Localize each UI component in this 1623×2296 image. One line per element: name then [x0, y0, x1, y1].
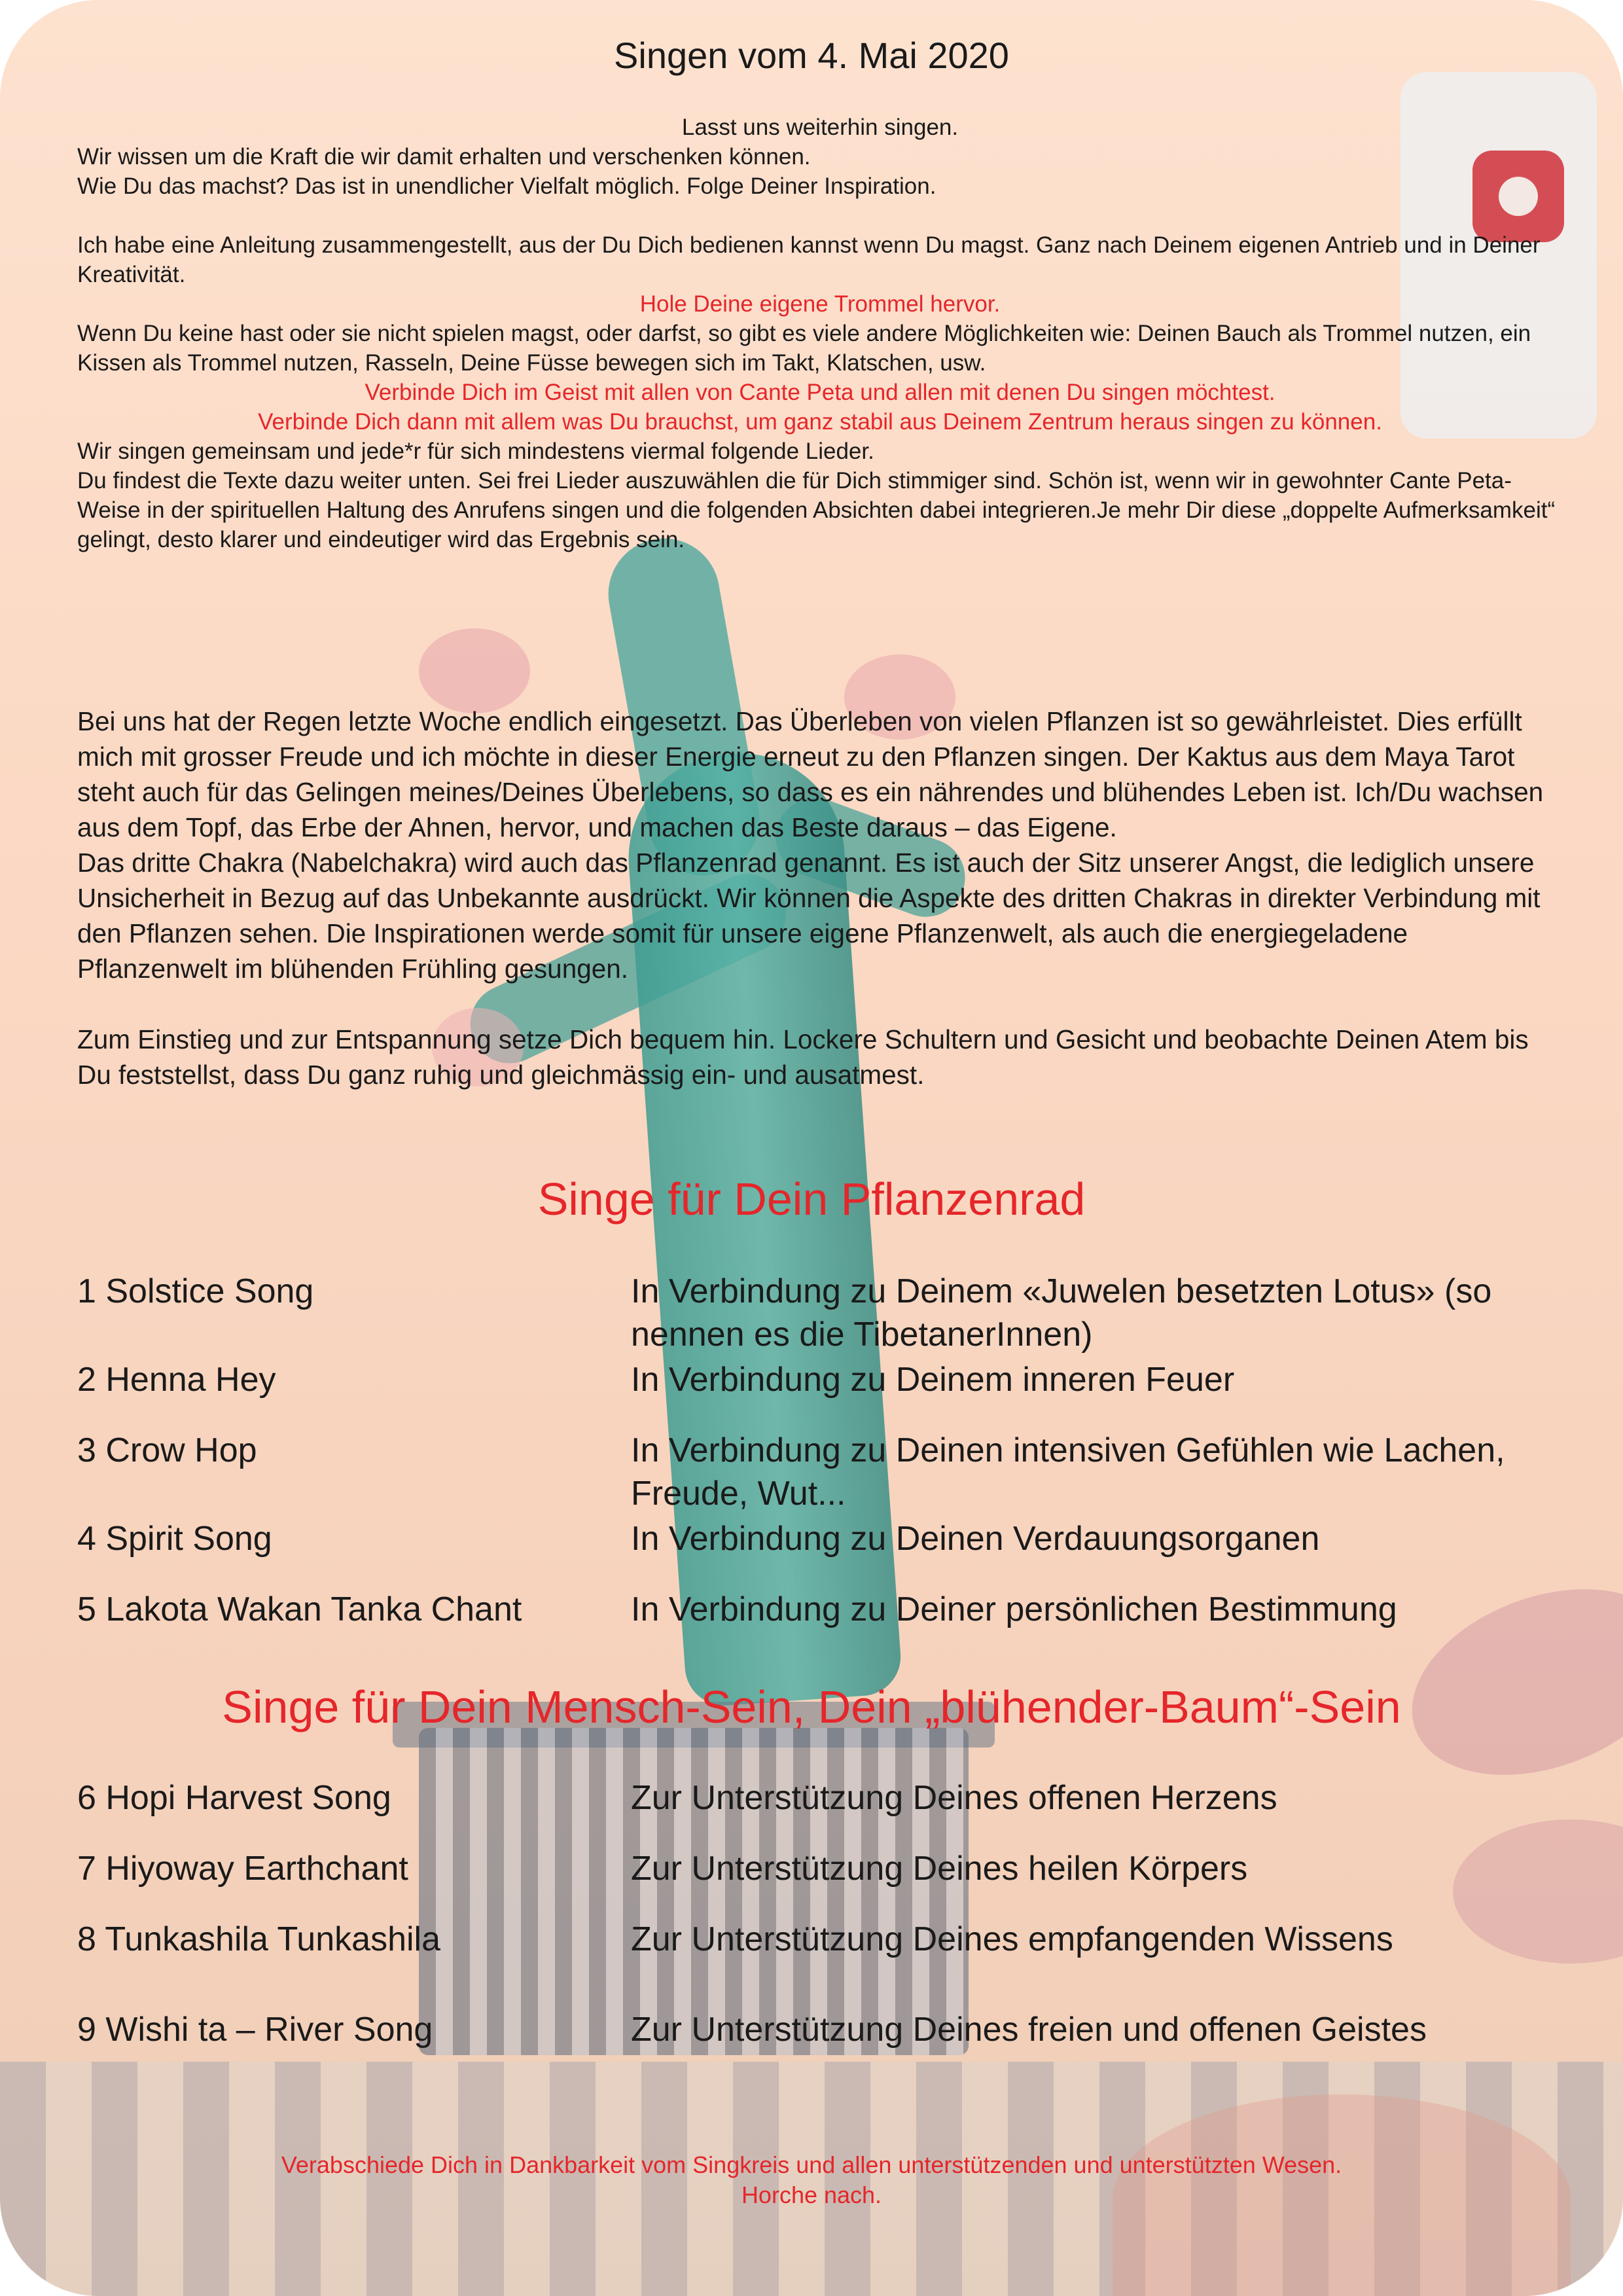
intro-line: Wie Du das machst? Das ist in unendlicher Vielfalt möglich. Folge Deiner Inspiration. [77, 173, 936, 199]
song-description: In Verbindung zu Deiner persönlichen Bestimmung [631, 1590, 1397, 1628]
song-name: 1 Solstice Song [77, 1272, 314, 1310]
closing-line: Horche nach. [741, 2181, 882, 2208]
song-description: In Verbindung zu Deinen Verdauungsorganen [631, 1520, 1320, 1558]
song-description: Zur Unterstützung Deines heilen Körpers [631, 1850, 1248, 1888]
body-paragraph: Zum Einstieg und zur Entspannung setze Dich bequem hin. Lockere Schultern und Gesicht und beobachte Deinen Atem bis Du feststellst, dass Du ganz ruhig und gleichmässig ein- und ausatmest. [77, 1024, 1529, 1090]
body-paragraph: Bei uns hat der Regen letzte Woche endlich eingesetzt. Das Überleben von vielen Pflanzen ist so gewährleistet. Dies erfüllt mich mit grosser Freude und ich möchte in dieser Energie erneut zu den Pflanzen singen. Der Kaktus aus dem Maya Tarot steht auch für das Gelingen meines/Deines Überlebens, so dass es ein nährendes und blühendes Leben ist. Ich/Du wachsen aus dem Topf, das Erbe der Ahnen, hervor, und machen das Beste daraus – das Eigene. [77, 706, 1544, 842]
intro-paragraph: Ich habe eine Anleitung zusammengestellt, aus der Du Dich bedienen kannst wenn Du magst. Ganz nach Deinem eigenen Antrieb und in Deiner Kreativität. [77, 232, 1541, 287]
drum-instruction: Hole Deine eigene Trommel hervor. [639, 291, 1001, 317]
body-section [77, 704, 1563, 1092]
body-paragraph: Das dritte Chakra (Nabelchakra) wird auch das Pflanzenrad genannt. Es ist auch der Sitz unserer Angst, die lediglich unsere Unsicherheit in Bezug auf das Unbekannte ausdrückt. Wir können die Aspekte des dritten Chakras in direkter Verbindung mit den Pflanzen sehen. Die Inspirationen werde somit für unsere eigene Pflanzenwelt, als auch die energiegeladene Pflanzenwelt im blühenden Frühling gesungen. [77, 848, 1541, 984]
song-name: 7 Hiyoway Earthchant [77, 1850, 408, 1888]
song-description: In Verbindung zu Deinem «Juwelen besetzten Lotus» (so nennen es die TibetanerInnen) [631, 1272, 1492, 1354]
intro-section [77, 113, 1563, 554]
song-name: 9 Wishi ta – River Song [77, 2011, 433, 2049]
intro-paragraph: Wir singen gemeinsam und jede*r für sich mindestens viermal folgende Lieder. [77, 439, 874, 464]
connect-instruction: Verbinde Dich im Geist mit allen von Cante Peta und allen mit denen Du singen möchtest. [365, 380, 1275, 405]
song-description: Zur Unterstützung Deines empfangenden Wissens [631, 1920, 1393, 1958]
song-name: 4 Spirit Song [77, 1520, 272, 1558]
song-name: 6 Hopi Harvest Song [77, 1779, 391, 1817]
song-description: In Verbindung zu Deinen intensiven Gefühlen wie Lachen, Freude, Wut... [631, 1431, 1505, 1513]
song-description: Zur Unterstützung Deines freien und offenen Geistes [631, 2011, 1427, 2049]
section-heading-pflanzenrad: Singe für Dein Pflanzenrad [537, 1174, 1086, 1225]
intro-line: Wir wissen um die Kraft die wir damit erhalten und verschenken können. [77, 144, 811, 170]
song-name: 2 Henna Hey [77, 1361, 276, 1399]
connect-instruction: Verbinde Dich dann mit allem was Du brauchst, um ganz stabil aus Deinem Zentrum heraus singen zu können. [258, 409, 1382, 435]
song-name: 8 Tunkashila Tunkashila [77, 1920, 441, 1958]
closing-footer [0, 2150, 1623, 2210]
song-description: Zur Unterstützung Deines offenen Herzens [631, 1779, 1277, 1817]
section-heading-mensch-sein: Singe für Dein Mensch-Sein, Dein „blühender-Baum“-Sein [222, 1681, 1401, 1732]
intro-paragraph: Wenn Du keine hast oder sie nicht spielen magst, oder darfst, so gibt es viele andere Möglichkeiten wie: Deinen Bauch als Trommel nutzen, ein Kissen als Trommel nutzen, Rasseln, Deine Füsse bewegen sich im Takt, Klatschen, usw. [77, 321, 1531, 376]
song-description: In Verbindung zu Deinem inneren Feuer [631, 1361, 1235, 1399]
intro-paragraph: Du findest die Texte dazu weiter unten. Sei frei Lieder auszuwählen die für Dich stimmiger sind. Schön ist, wenn wir in gewohnter Cante Peta-Weise in der spirituellen Haltung des Anrufens singen und die folgenden Absichten dabei integrieren.Je mehr Dir diese „doppelte Aufmerksamkeit“ gelingt, desto klarer und eindeutiger wird das Ergebnis sein. [77, 468, 1556, 552]
closing-line: Verabschiede Dich in Dankbarkeit vom Singkreis und allen unterstützenden und unterstützten Wesen. [281, 2151, 1342, 2178]
song-name: 5 Lakota Wakan Tanka Chant [77, 1590, 522, 1628]
song-name: 3 Crow Hop [77, 1431, 257, 1469]
intro-line: Lasst uns weiterhin singen. [681, 115, 959, 140]
page-title: Singen vom 4. Mai 2020 [614, 35, 1009, 76]
